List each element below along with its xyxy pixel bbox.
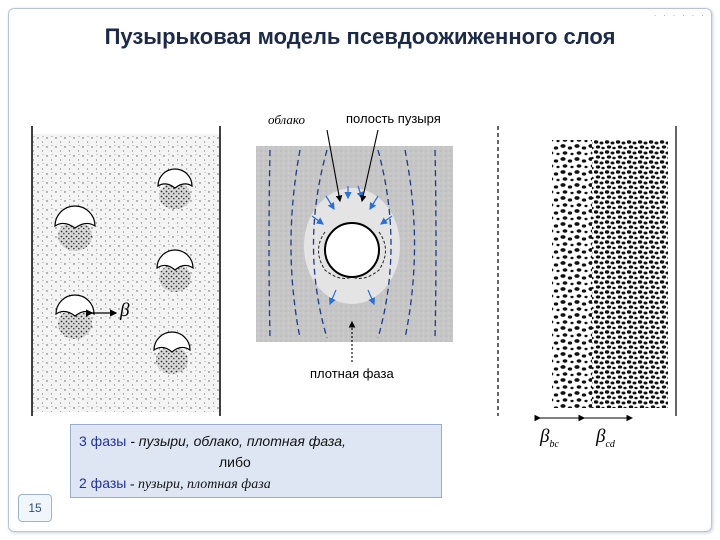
label-cloud: облако <box>268 112 305 127</box>
bubble-cloud-region <box>552 140 592 408</box>
cloud-dense-region <box>592 140 668 408</box>
bubble-1 <box>158 169 192 209</box>
bubble-3 <box>157 250 193 292</box>
phases-note <box>70 424 442 498</box>
fluidized-bed-illustration <box>32 126 220 416</box>
bubble-5 <box>154 332 190 374</box>
phase-regions-illustration <box>498 126 676 418</box>
label-beta: β <box>120 300 130 321</box>
bubble-cavity <box>325 223 379 277</box>
note-line-2: либо <box>219 454 251 470</box>
page-number: 15 <box>18 494 52 522</box>
label-beta-cd: $\beta_{cd}$ <box>596 426 615 450</box>
bubble-2 <box>55 206 95 251</box>
corner-decoration: · · · · · · <box>653 10 706 20</box>
label-bubble-cavity: полость пузыря <box>346 111 441 126</box>
bubble-4 <box>56 295 94 339</box>
single-bubble-illustration <box>256 130 453 362</box>
note-line-3: 2 фазы - пузыри, плотная фаза <box>79 475 271 492</box>
note-line-1: 3 фазы - пузыри, облако, плотная фаза, <box>79 433 346 449</box>
slide-title: Пузырьковая модель псевдоожиженного слоя <box>104 24 616 49</box>
label-dense-phase: плотная фаза <box>310 366 394 381</box>
label-beta-bc: $\beta_{bc}$ <box>540 426 559 450</box>
